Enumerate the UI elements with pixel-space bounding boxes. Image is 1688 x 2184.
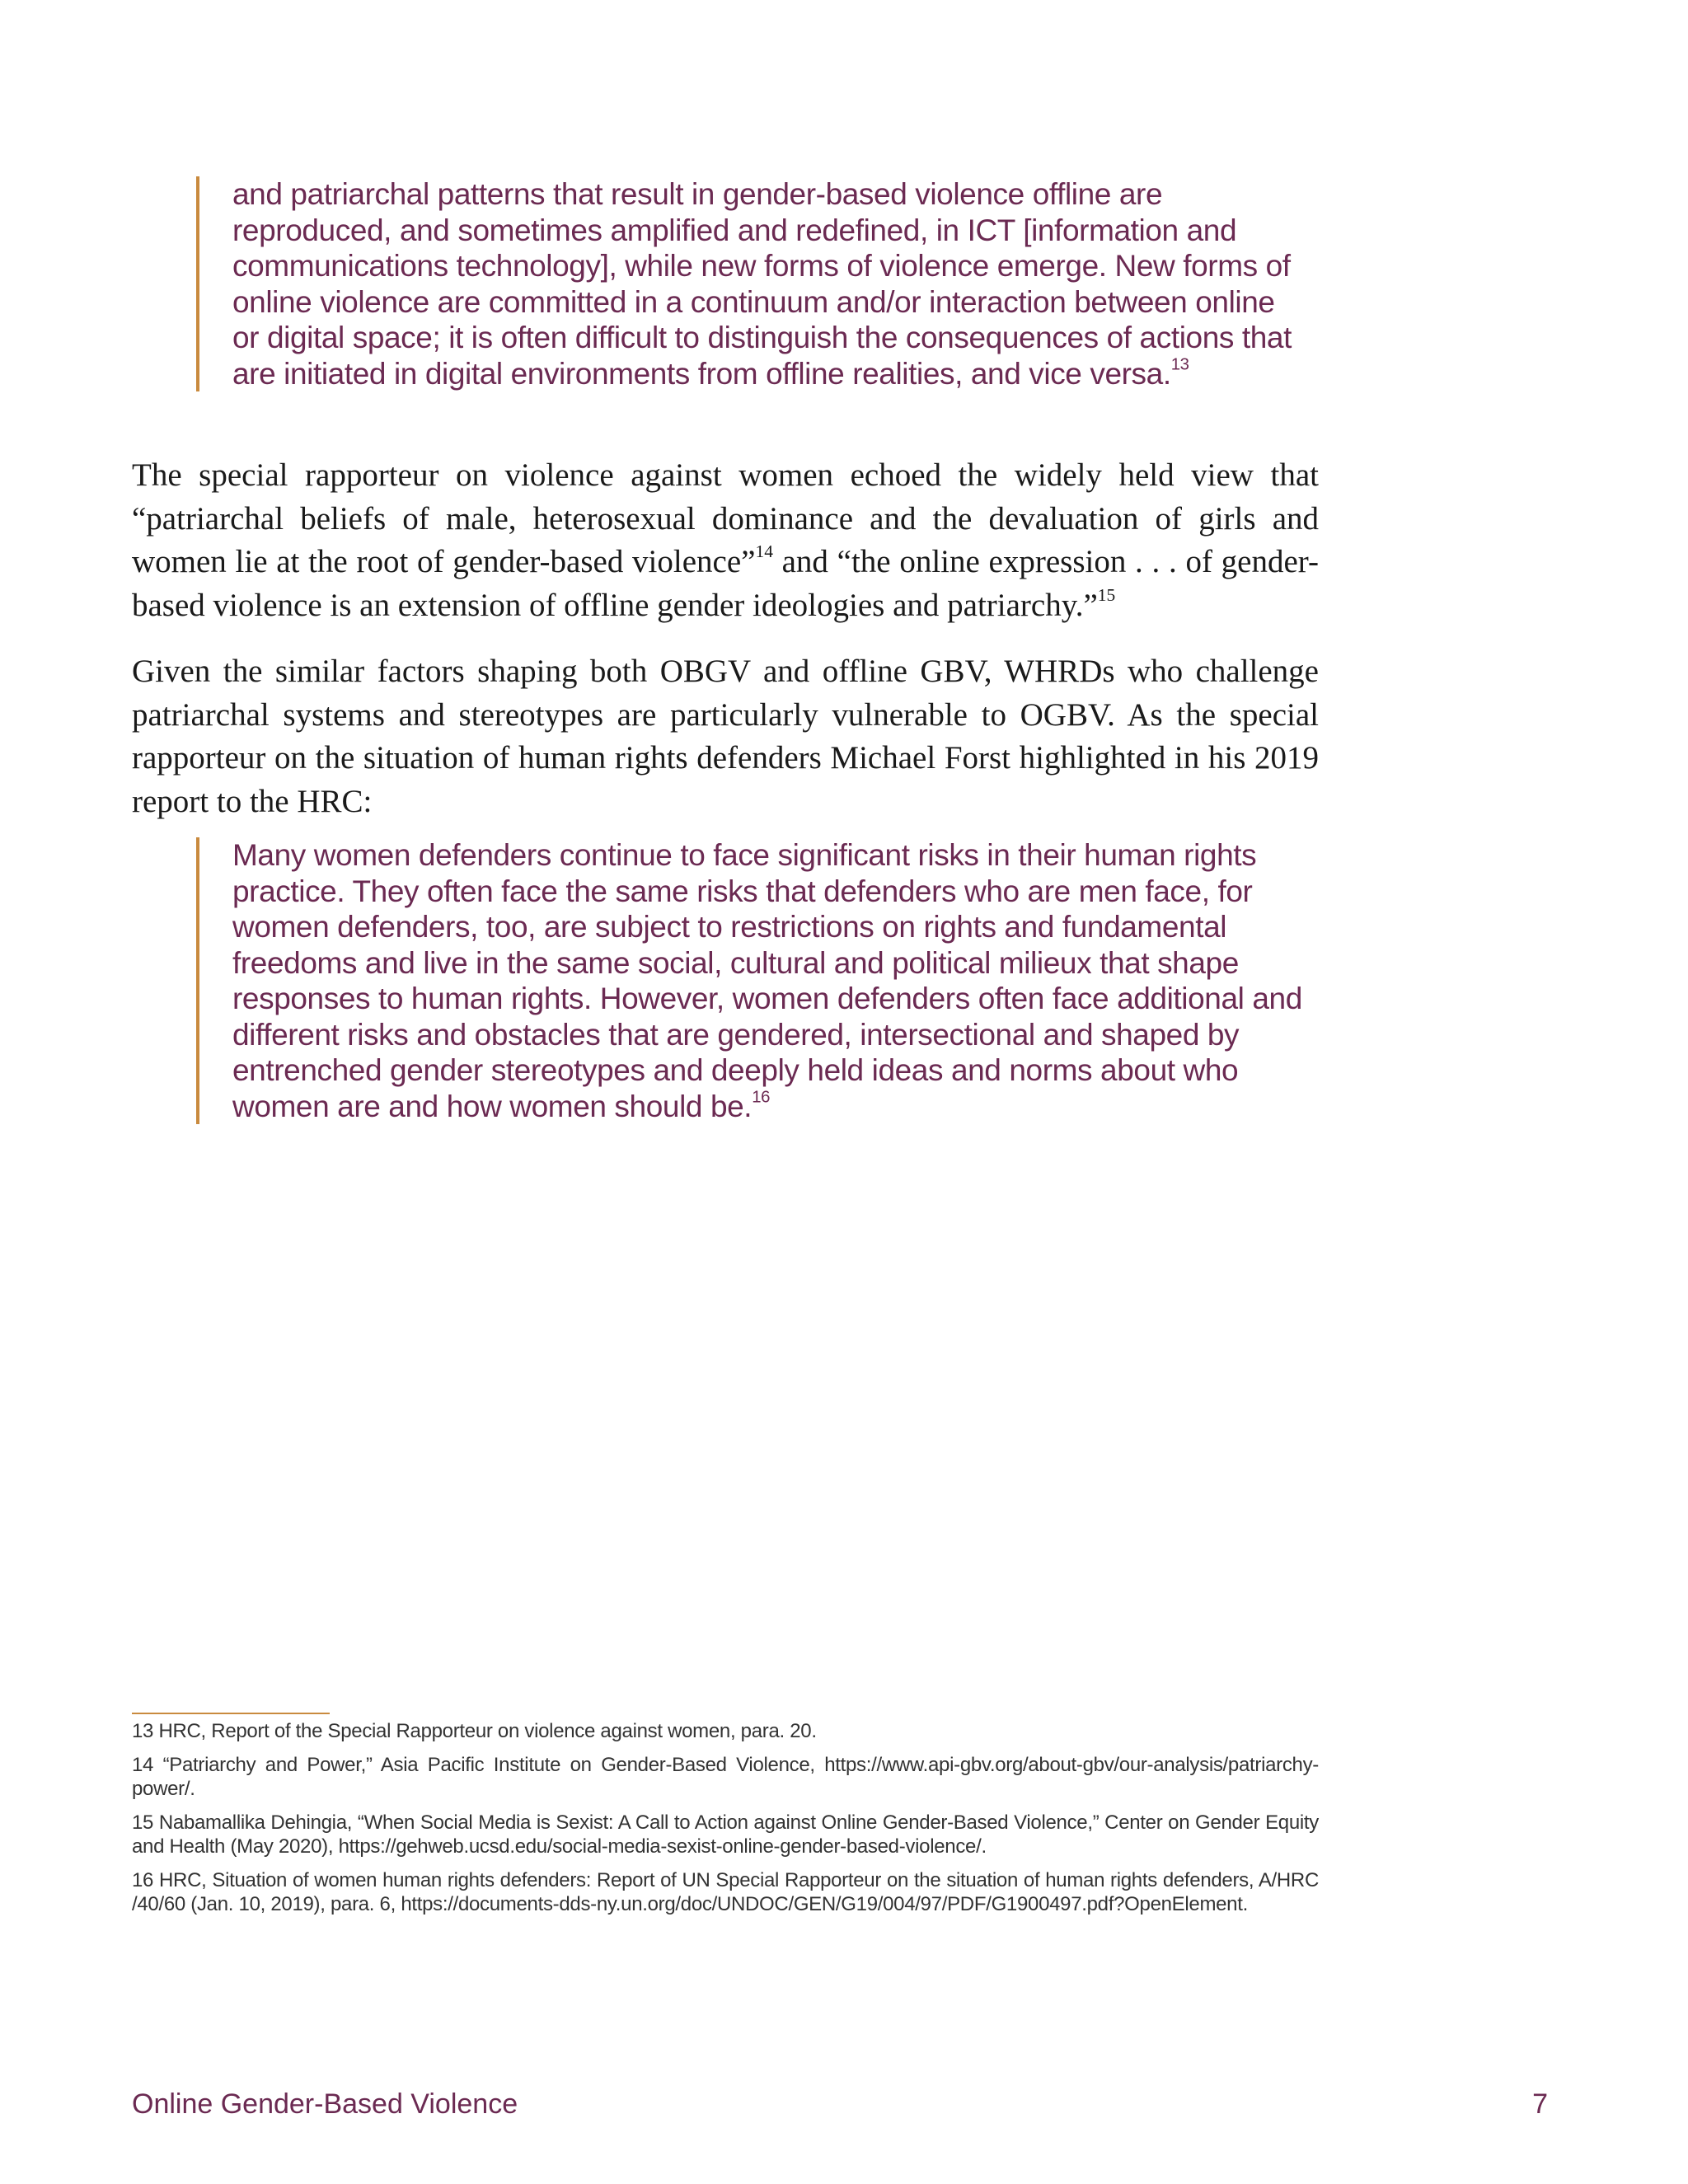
footnote-15: 15 Nabamallika Dehingia, “When Social Media is Sexist: A Call to Action against Online Gender-Based Violence,” Center on Gender Equity and Health (May 2020), https://gehweb.ucsd.edu/social-media-sexist-online-gender-based-violence/.	[132, 1811, 1319, 1858]
body-paragraph-1-text-a: The special rapporteur on violence against women echoed the widely held view that “patriarchal beliefs of male, heterosexual dominance and the devaluation of girls and women lie at the root of gender-based violence”	[132, 457, 1319, 579]
body-paragraph-1	[132, 454, 1319, 627]
block-quote-1-text: and patriarchal patterns that result in gender-based violence offline are reproduced, and sometimes amplified and redefined, in ICT [information and communications technology], while new forms of violence emerge. New forms of online violence are committed in a continuum and/or interaction between online or digital space; it is often difficult to distinguish the consequences of actions that are initiated in digital environments from offline realities, and vice versa.	[232, 177, 1292, 391]
block-quote-2-text: Many women defenders continue to face significant risks in their human rights practice. They often face the same risks that defenders who are men face, for women defenders, too, are subject to restrictions on rights and fundamental freedoms and live in the same social, cultural and political milieux that shape responses to human rights. However, women defenders often face additional and different risks and obstacles that are gendered, intersectional and shaped by entrenched gender stereotypes and deeply held ideas and norms about who women are and how women should be.	[232, 838, 1302, 1123]
footnote-14: 14 “Patriarchy and Power,” Asia Pacific Institute on Gender-Based Violence, https://www.api-gbv.org/about-gbv/our-analysis/patriarchy-power/.	[132, 1754, 1319, 1800]
block-quote-2	[196, 837, 1304, 1124]
footnote-ref-15[interactable]: 15	[1097, 584, 1116, 605]
body-paragraph-2: Given the similar factors shaping both OBGV and offline GBV, WHRDs who challenge patriarchal systems and stereotypes are particularly vulnerable to OGBV. As the special rapporteur on the situation of human rights defenders Michael Forst highlighted in his 2019 report to the HRC:	[132, 654, 1319, 819]
footnotes-section	[132, 1719, 1319, 1926]
block-quote-1	[196, 176, 1304, 391]
footer-title: Online Gender-Based Violence	[132, 2088, 518, 2120]
body-paragraph-1-text-b: and “the online expression . . . of gender-based violence is an extension of offline gender ideologies and patriarchy.”	[132, 544, 1319, 623]
footnote-13: 13 HRC, Report of the Special Rapporteur on violence against women, para. 20.	[132, 1720, 817, 1742]
footnote-divider	[132, 1713, 330, 1714]
footnote-ref-14[interactable]: 14	[755, 541, 773, 561]
footnote-ref-13[interactable]: 13	[1170, 355, 1189, 374]
footnote-ref-16[interactable]: 16	[752, 1088, 771, 1107]
footnote-16: 16 HRC, Situation of women human rights defenders: Report of UN Special Rapporteur on the situation of human rights defenders, A/HRC /40/60 (Jan. 10, 2019), para. 6, https://documents-dds-ny.un.org/doc/UNDOC/GEN/G19/004/97/PDF/G1900497.pdf?OpenElement.	[132, 1869, 1319, 1915]
page-number: 7	[1532, 2088, 1548, 2120]
